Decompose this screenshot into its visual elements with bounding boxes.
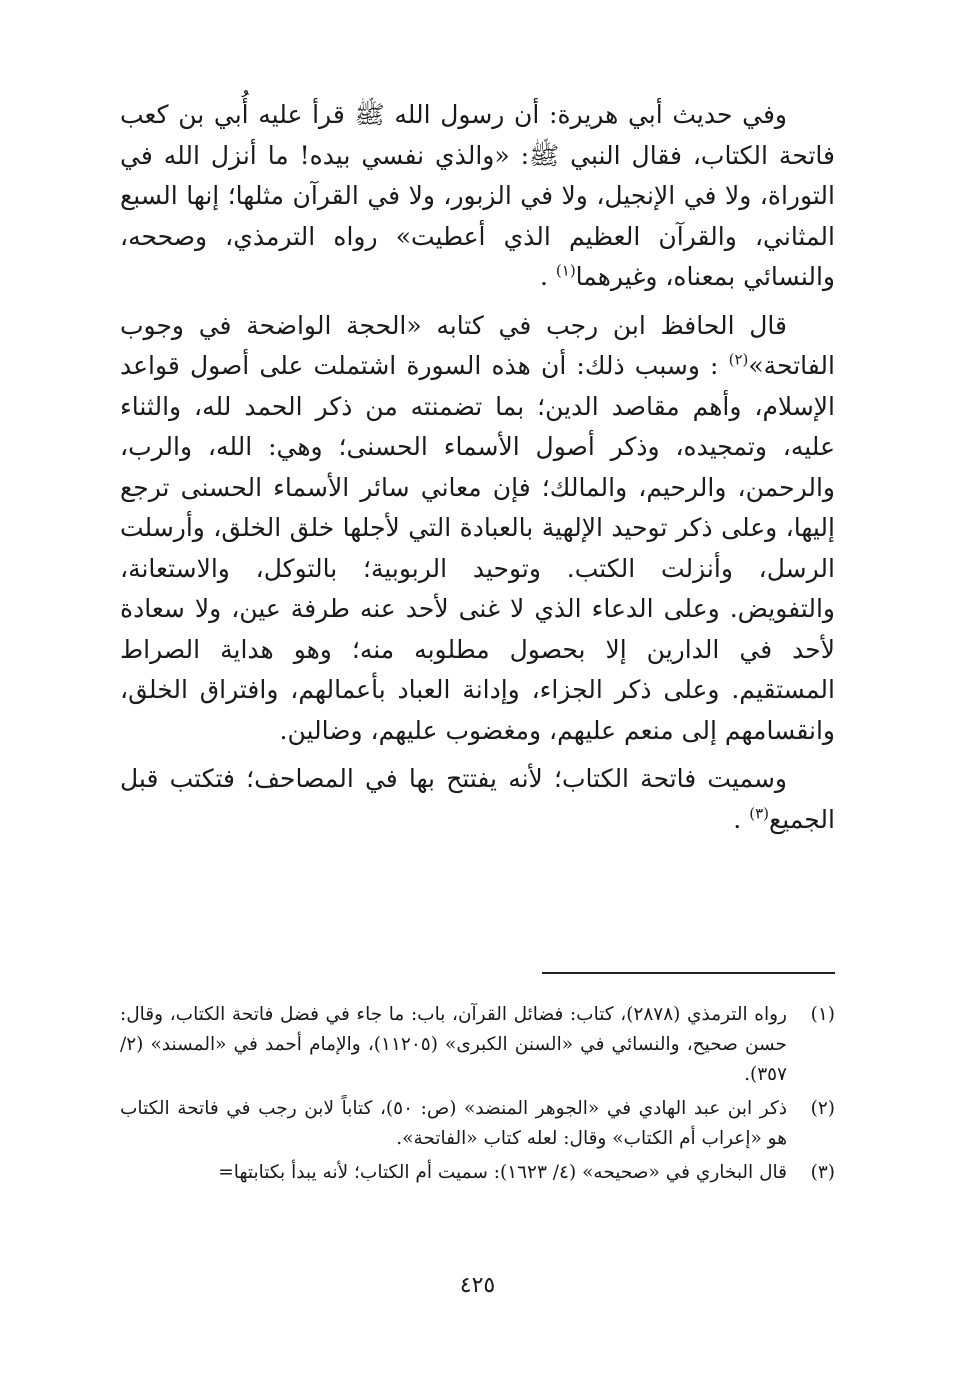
footnote-number: (٣) xyxy=(810,1162,835,1183)
footnote-number: (١) xyxy=(810,1004,835,1025)
footnote-ref-1: (١) xyxy=(555,261,576,280)
paragraph-3 xyxy=(120,759,835,840)
main-text xyxy=(120,95,835,840)
footnote-1 xyxy=(120,1000,835,1090)
footnote-2 xyxy=(120,1094,835,1154)
paragraph-3-text: وسميت فاتحة الكتاب؛ لأنه يفتتح بها في المصاحف؛ فتكتب قبل الجميع xyxy=(120,764,835,834)
footnote-separator xyxy=(542,972,835,974)
page-number: ٤٢٥ xyxy=(459,1273,496,1298)
book-page xyxy=(120,95,835,1355)
footnote-ref-3: (٣) xyxy=(749,804,769,823)
footnote-text: رواه الترمذي (٢٨٧٨)، كتاب: فضائل القرآن، باب: ما جاء في فضل فاتحة الكتاب، وقال: حسن صحيح، والنسائي في «السنن الكبرى» (١١٢٠٥)، والإمام أحمد في «المسند» (٢/ ٣٥٧). xyxy=(120,1004,787,1085)
footnotes xyxy=(120,1000,835,1192)
paragraph-2-text: قال الحافظ ابن رجب في كتابه «الحجة الواضحة في وجوب الفاتحة» xyxy=(120,310,835,380)
paragraph-3-tail: . xyxy=(733,804,750,834)
paragraph-1 xyxy=(120,95,835,298)
footnote-text: قال البخاري في «صحيحه» (٤/ ١٦٢٣): سميت أم الكتاب؛ لأنه يبدأ بكتابتها= xyxy=(218,1162,787,1183)
paragraph-1-tail: . xyxy=(539,262,556,291)
footnote-number: (٢) xyxy=(810,1098,835,1119)
footnote-text: ذكر ابن عبد الهادي في «الجوهر المنضد» (ص: ٥٠)، كتاباً لابن رجب في فاتحة الكتاب هو «إعراب أم الكتاب» وقال: لعله كتاب «الفاتحة». xyxy=(120,1098,788,1149)
footnote-ref-2: (٢) xyxy=(728,350,749,369)
footnote-3 xyxy=(120,1158,835,1188)
paragraph-2-tail: : وسبب ذلك: أن هذه السورة اشتملت على أصول قواعد الإسلام، وأهم مقاصد الدين؛ بما تضمنته من ذكر الحمد لله، والثناء عليه، وتمجيده، وذكر أصول الأسماء الحسنى؛ وهي: الله، والرب، والرحمن، والرحيم، والمالك؛ فإن معاني سائر الأسماء الحسنى ترجع إليها، وعلى ذكر توحيد الإلهية بالعبادة التي لأجلها خلق الخلق، وأرسلت الرسل، وأنزلت الكتب. وتوحيد الربوبية؛ بالتوكل، والاستعانة، والتفويض. وعلى الدعاء الذي لا غنى لأحد عنه طرفة عين، ولا سعادة لأحد في الدارين إلا بحصول مطلوبه منه؛ وهو هداية الصراط المستقيم. وعلى ذكر الجزاء، وإدانة العباد بأعمالهم، وافتراق الخلق، وانقسامهم إلى منعم عليهم، ومغضوب عليهم، وضالين. xyxy=(120,351,835,745)
paragraph-2 xyxy=(120,306,835,752)
paragraph-1-text: وفي حديث أبي هريرة: أن رسول الله ﷺ قرأ عليه أُبي بن كعب فاتحة الكتاب، فقال النبي ﷺ: «والذي نفسي بيده! ما أنزل الله في التوراة، ولا في الإنجيل، ولا في الزبور، ولا في القرآن مثلها؛ إنها السبع المثاني، والقرآن العظيم الذي أعطيت» رواه الترمذي، وصححه، والنسائي بمعناه، وغيرهما xyxy=(120,100,835,291)
